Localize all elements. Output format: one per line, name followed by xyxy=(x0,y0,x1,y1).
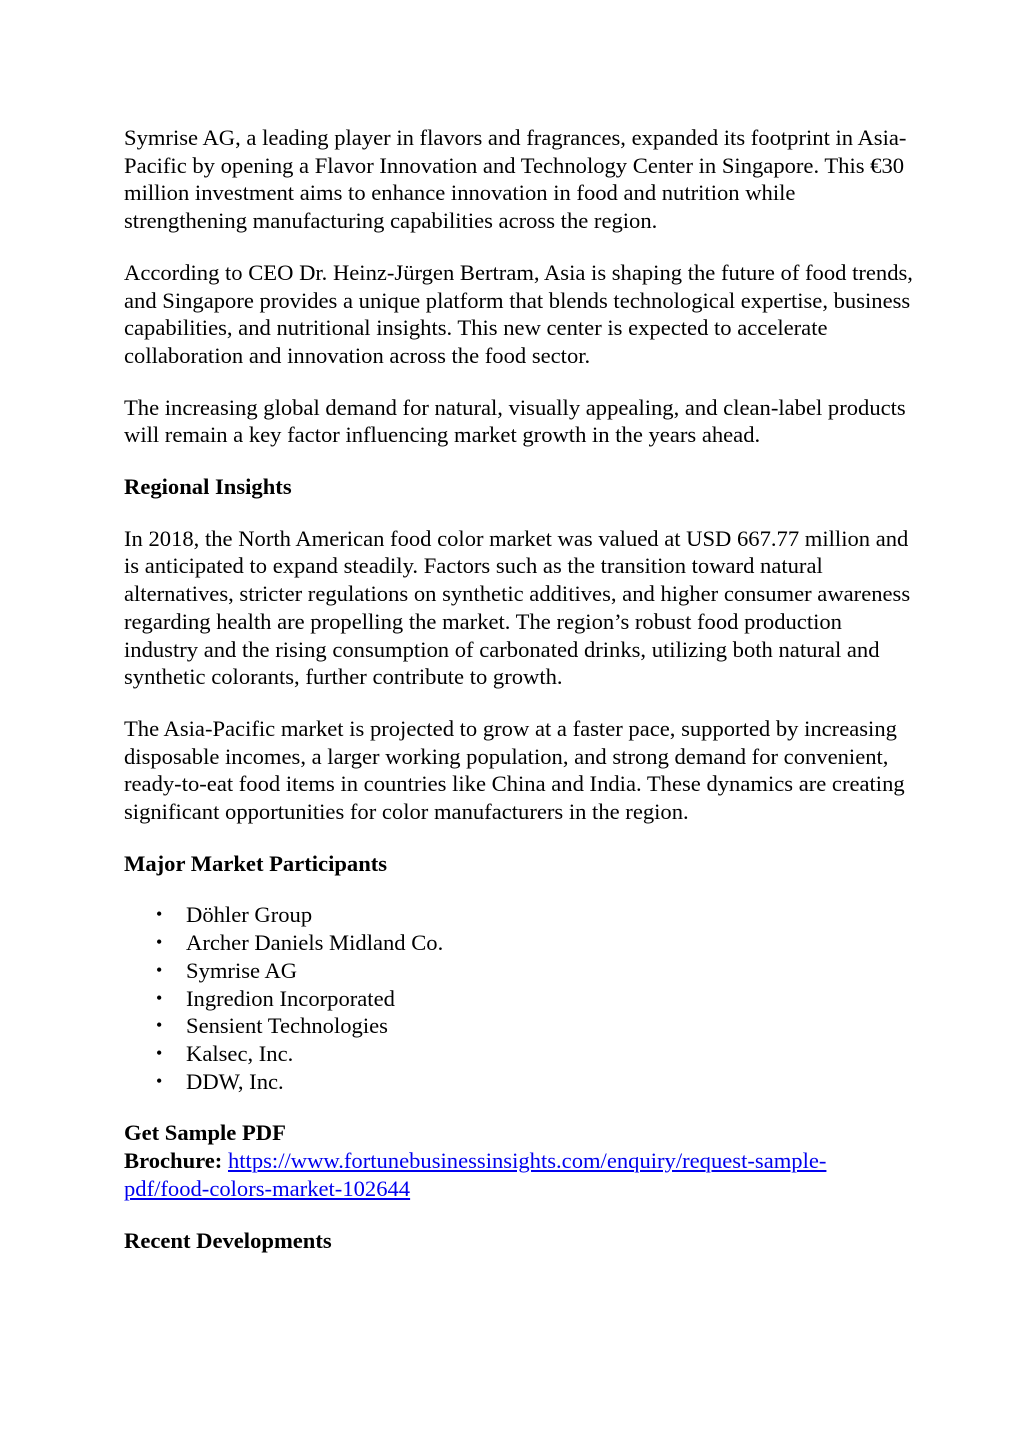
sample-link-text-part1[interactable]: https://www.fortunebusinessinsights.com/enquiry/request-sample- xyxy=(227,1148,827,1174)
regional-paragraph-asia-pacific: The Asia-Pacific market is projected to grow at a faster pace, supported by increasing disposable incomes, a larger working population, and strong demand for convenient, ready-to-eat food items in countries like China and India. These dynamics are creating significant opportunities for color manufacturers in the region. xyxy=(124,715,905,825)
regional-paragraph-north-america: In 2018, the North American food color market was valued at USD 667.77 million and is anticipated to expand steadily. Factors such as the transition toward natural alternatives, stricter regulations on synthetic additives, and higher consumer awareness regarding health are propelling the market. The region’s robust food production industry and the rising consumption of carbonated drinks, utilizing both natural and synthetic colorants, further contribute to growth. xyxy=(124,525,911,690)
sample-brochure-link[interactable] xyxy=(124,1148,826,1201)
list-item: • Ingredion Incorporated xyxy=(186,985,914,1013)
intro-paragraph-symrise: Symrise AG, a leading player in flavors and fragrances, expanded its footprint in Asia-Pacific by opening a Flavor Innovation and Technology Center in Singapore. This €30 million investment aims to enhance innovation in food and nutrition while strengthening manufacturing capabilities across the region. xyxy=(124,125,907,234)
recent-developments-heading: Recent Developments xyxy=(124,1227,332,1253)
list-item: • Symrise AG xyxy=(186,957,914,985)
list-item: • Döhler Group xyxy=(186,901,914,929)
major-participants-heading: Major Market Participants xyxy=(124,850,388,876)
participants-list xyxy=(124,901,914,1095)
document-page xyxy=(124,124,914,1254)
intro-paragraph-ceo: According to CEO Dr. Heinz-Jürgen Bertram, Asia is shaping the future of food trends, and Singapore provides a unique platform that blends technological expertise, business capabilities, and nutritional insights. This new center is expected to accelerate collaboration and innovation across the food sector. xyxy=(124,259,913,368)
regional-insights-heading: Regional Insights xyxy=(124,474,292,500)
list-item: • Archer Daniels Midland Co. xyxy=(186,929,914,957)
list-item: • DDW, Inc. xyxy=(186,1068,914,1096)
intro-paragraph-demand: The increasing global demand for natural, visually appealing, and clean-label products will remain a key factor influencing market growth in the years ahead. xyxy=(124,394,906,448)
sample-pdf-label: Get Sample PDF xyxy=(124,1120,286,1146)
brochure-label: Brochure: xyxy=(124,1148,223,1174)
list-item: • Sensient Technologies xyxy=(186,1012,914,1040)
sample-brochure-block xyxy=(124,1119,914,1202)
list-item: • Kalsec, Inc. xyxy=(186,1040,914,1068)
sample-link-text-part2[interactable]: pdf/food-colors-market-102644 xyxy=(124,1175,411,1201)
